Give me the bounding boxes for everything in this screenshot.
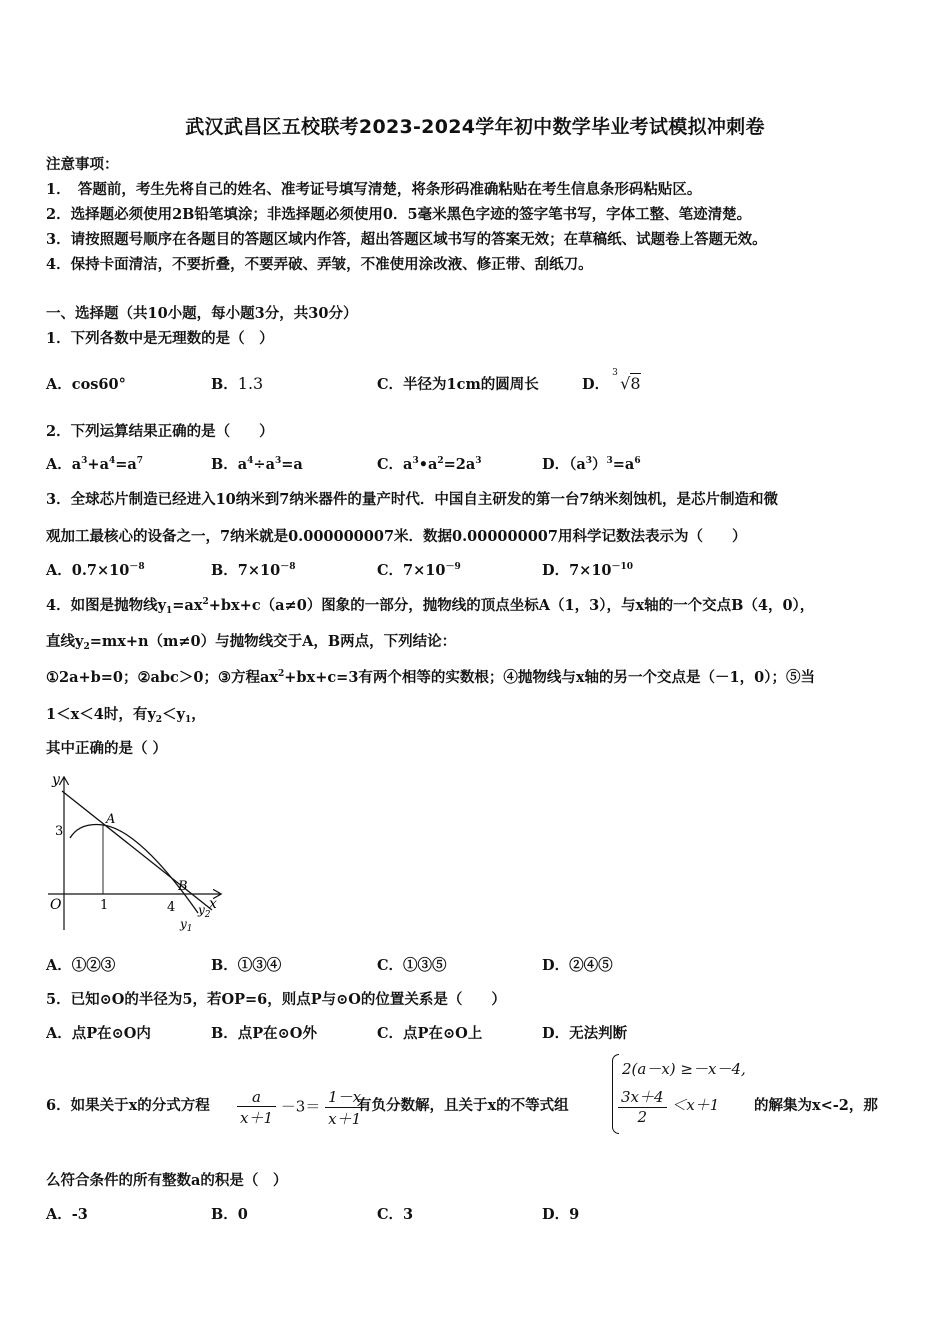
line-y2 [62, 791, 212, 910]
q5-option-b: B．点P在⊙O外 [211, 1025, 317, 1042]
notice-item: 4．保持卡面清洁，不要折叠，不要弄破、弄皱，不准使用涂改液、修正带、刮纸刀。 [46, 256, 593, 273]
q4-option-b: B．①③④ [211, 957, 282, 974]
q1-option-d: D． 3 √8 [582, 368, 641, 393]
tick-label: 4 [167, 900, 176, 915]
tick-label: 1 [100, 898, 109, 913]
question-4-line2: 直线$y_2=mx+n(m\ne 0)$与抛物线交于A，B两点，下列结论： [46, 633, 457, 652]
inequality-2: $\frac{3x+4}{2}$ ＜x＋1 [618, 1086, 719, 1126]
q4-option-d: D．②④⑤ [542, 957, 613, 974]
curve-label-y1: $y_1$ [180, 917, 193, 934]
fraction-equation: $\frac{a}{x+1}$ －3＝ $\frac{1-x}{x+1}$ [237, 1086, 364, 1129]
question-6-part4: 么符合条件的所有整数a的积是（ ） [46, 1172, 288, 1189]
point-label-a: A [106, 812, 116, 827]
inequality-1: 2(a－x) ≥－x－4, [622, 1060, 746, 1078]
q6-option-a: A．-3 [46, 1206, 88, 1223]
question-6-part1: 6．如果关于x的分式方程 [46, 1097, 210, 1114]
q5-option-c: C．点P在⊙O上 [377, 1025, 483, 1042]
question-3-stem-line2: 观加工最核心的设备之一，7纳米就是0.000000007米．数据0.000000007用科学记数法表示为（ ） [46, 528, 747, 545]
q4-option-c: C．①③⑤ [377, 957, 447, 974]
question-2-stem: 2．下列运算结果正确的是（ ） [46, 423, 274, 440]
page-title: 武汉武昌区五校联考2023-2024学年初中数学毕业考试模拟冲刺卷 [185, 116, 765, 138]
q3-option-c: C．$7\times 10^{-9}$ [377, 562, 461, 579]
q6-option-d: D．9 [542, 1206, 580, 1223]
q2-option-d: D．$(a^3)^3=a^6$ [542, 456, 641, 473]
x-axis-label: x [209, 896, 217, 912]
notice-item: 1． 答题前，考生先将自己的姓名、准考证号填写清楚，将条形码准确粘贴在考生信息条形码粘贴区。 [46, 181, 702, 198]
parabola-curve-y1 [70, 825, 198, 913]
question-4-line3: ①2a+b=0；②abc＞0；③方程$ax^2+bx+c=3$有两个相等的实数根；④抛物线与x轴的另一个交点是（－1，0）；⑤当 [46, 669, 815, 686]
q6-option-b: B．0 [211, 1206, 248, 1223]
q2-option-b: B．$a^4\div a^3=a$ [211, 456, 303, 473]
line-label-y2: $y_2$ [198, 903, 211, 920]
q1-option-a: A．cos60° [46, 376, 126, 393]
q3-option-a: A．$0.7\times 10^{-8}$ [46, 562, 145, 579]
q6-option-c: C．3 [377, 1206, 414, 1223]
notice-item: 3．请按照题号顺序在各题目的答题区域内作答，超出答题区域书写的答案无效；在草稿纸、试题卷上答题无效。 [46, 231, 767, 248]
q5-option-a: A．点P在⊙O内 [46, 1025, 151, 1042]
notice-heading: 注意事项： [46, 156, 119, 173]
q2-option-c: C．$a^3•a^2=2a^3$ [377, 456, 482, 473]
question-4-line1: 4．如图是抛物线$y_1=ax^2+bx+c(a\ne 0)$图象的一部分，抛物线的顶点坐标A（1，3），与x轴的一个交点B（4，0）， [46, 597, 815, 616]
question-6-part2: 有负分数解，且关于x的不等式组 [357, 1097, 569, 1114]
q1-option-b: B．1.3 [211, 374, 264, 393]
question-3-stem-line1: 3．全球芯片制造已经进入10纳米到7纳米器件的量产时代．中国自主研发的第一台7纳米刻蚀机，是芯片制造和微 [46, 491, 778, 508]
q3-option-b: B．$7\times 10^{-8}$ [211, 562, 296, 579]
q3-option-d: D．$7\times 10^{-10}$ [542, 562, 634, 579]
q2-option-a: A．$a^3+a^4=a^7$ [46, 456, 144, 473]
section-heading: 一、选择题（共10小题，每小题3分，共30分） [46, 305, 358, 322]
y-axis-label: y [52, 772, 60, 788]
question-6-part3: 的解集为x<-2，那 [754, 1097, 878, 1114]
tick-label: 3 [55, 824, 64, 839]
parabola-figure [40, 768, 230, 938]
question-1-stem: 1．下列各数中是无理数的是（ ） [46, 330, 274, 347]
q4-option-a: A．①②③ [46, 957, 116, 974]
notice-item: 2．选择题必须使用2B铅笔填涂；非选择题必须使用0．5毫米黑色字迹的签字笔书写，字体工整、笔迹清楚。 [46, 206, 752, 223]
radical-index: 3 [612, 368, 618, 378]
q5-option-d: D．无法判断 [542, 1025, 628, 1042]
q1-option-c: C．半径为1cm的圆周长 [377, 376, 539, 393]
question-5-stem: 5．已知⊙O的半径为5，若OP=6，则点P与⊙O的位置关系是（ ） [46, 991, 506, 1008]
question-4-line4: 1＜x＜4时，有$y_2<y_1$， [46, 706, 206, 725]
origin-label: O [50, 897, 62, 913]
question-4-line5: 其中正确的是（ ） [46, 740, 168, 757]
point-label-b: B [178, 879, 188, 894]
